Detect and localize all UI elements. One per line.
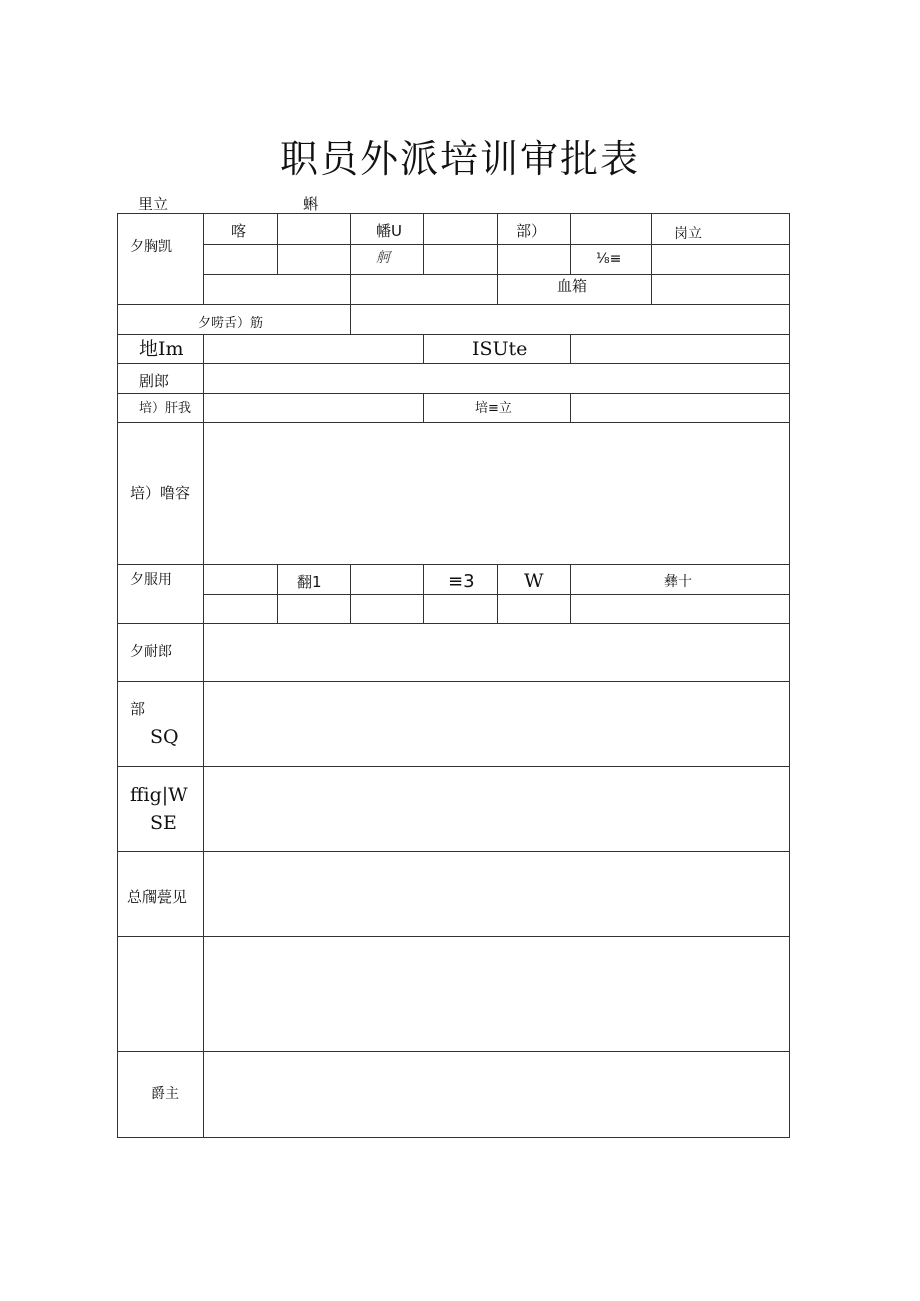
training-content-label: 培）噜容 <box>130 484 191 502</box>
col-divider <box>203 214 204 304</box>
gender-label: 幡U <box>376 222 402 240</box>
row-divider <box>118 851 790 852</box>
dept-opinion-label-line1: 部 <box>130 700 146 718</box>
col-divider <box>570 334 571 363</box>
row-divider <box>118 564 790 565</box>
col-divider <box>570 214 571 274</box>
training-time-label-2: 培≡立 <box>475 401 512 416</box>
col-divider <box>423 214 424 274</box>
remark-label: 爵主 <box>151 1086 179 1102</box>
training-place-label-2: ISUte <box>472 338 528 360</box>
position-label: 岗立 <box>674 226 702 242</box>
row-divider <box>118 393 790 394</box>
col-divider <box>277 214 278 274</box>
col-divider <box>350 564 351 623</box>
cost-label-2: ≡3 <box>448 571 475 592</box>
approval-form-table <box>117 213 790 1138</box>
row-divider <box>118 363 790 364</box>
training-time-label: 培）肝我 <box>139 401 192 416</box>
col-divider <box>423 334 424 363</box>
row-divider <box>118 334 790 335</box>
organizer-label: 剧郎 <box>139 372 170 390</box>
row-divider <box>118 1051 790 1052</box>
row2-label-b: ⅛≡ <box>596 251 622 267</box>
col-divider <box>651 214 652 304</box>
col-divider <box>203 334 204 1138</box>
col-divider <box>423 564 424 623</box>
cost-label-1: 翻1 <box>297 573 322 591</box>
header-label-left: 里立 <box>138 195 169 213</box>
training-unit-label: 夕唠舌）筋 <box>198 316 264 331</box>
cost-total-label: 彝十 <box>664 574 692 590</box>
gm-opinion-label: 总斶甍见 <box>127 888 188 906</box>
row-divider <box>118 681 790 682</box>
hr-opinion-label-line1: ffig|W <box>130 784 188 806</box>
page-title: 职员外派培训审批表 <box>279 137 640 181</box>
col-divider <box>350 214 351 334</box>
row2-label-a: 舸 <box>376 250 390 266</box>
training-purpose-label: 夕耐郎 <box>130 644 172 660</box>
row-divider <box>118 304 790 305</box>
row-divider <box>118 422 790 423</box>
col-divider <box>570 564 571 623</box>
department-label: 部） <box>516 222 547 240</box>
dept-opinion-label-line2: SQ <box>150 726 179 748</box>
row-divider <box>118 936 790 937</box>
header-label-right: 蝌 <box>303 195 319 213</box>
col-divider <box>497 564 498 623</box>
name-label: 喀 <box>231 222 247 240</box>
hr-opinion-label-line2: SE <box>150 812 177 834</box>
cost-section-label: 夕服用 <box>130 572 172 588</box>
col-divider <box>497 214 498 304</box>
row3-label: 血箱 <box>557 277 588 295</box>
row-divider <box>118 623 790 624</box>
col-divider <box>277 564 278 623</box>
row-divider <box>118 766 790 767</box>
col-divider <box>423 393 424 422</box>
cost-label-3: W <box>524 570 544 592</box>
col-divider <box>570 393 571 422</box>
training-place-label: 地Im <box>139 338 184 360</box>
applicant-section-label: 夕胸凯 <box>130 239 172 255</box>
